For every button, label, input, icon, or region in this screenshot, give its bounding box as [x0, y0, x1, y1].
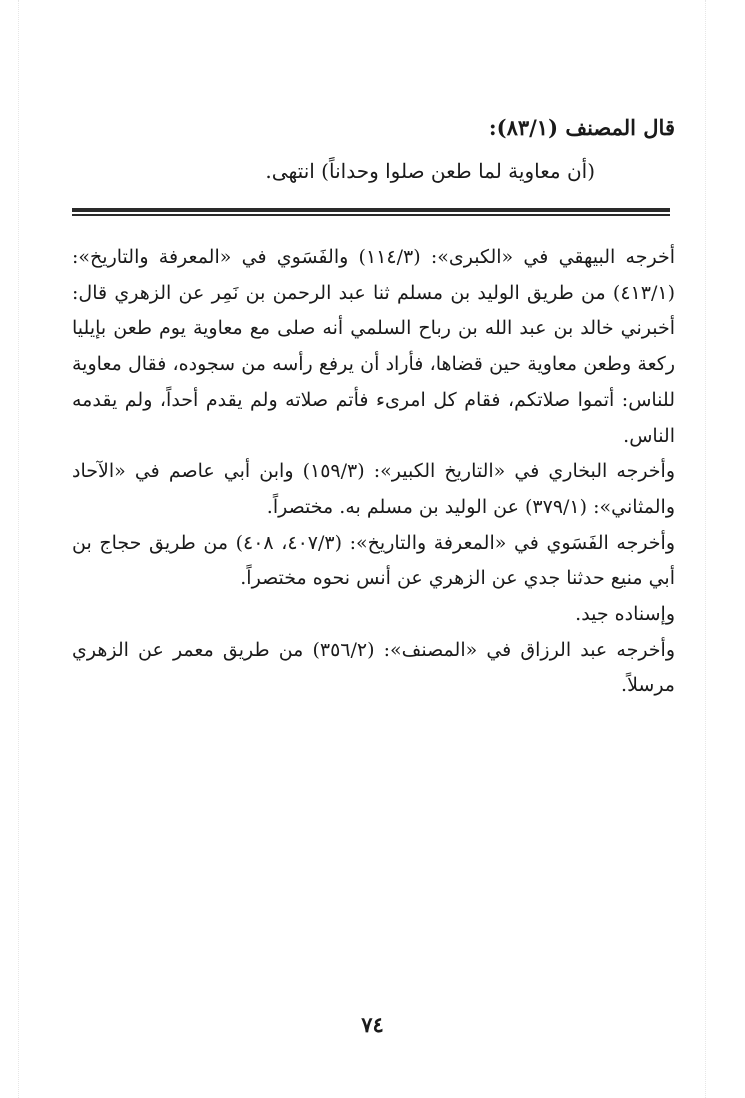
paragraph-bukhari: وأخرجه البخاري في «التاريخ الكبير»: (١٥٩/٣) وابن أبي عاصم في «الآحاد والمثاني»: (٣٧٩/١) عن الوليد بن مسلم به. مختصراً.	[72, 460, 676, 518]
scan-guide-line-left	[18, 0, 19, 1098]
separator-rule	[72, 208, 670, 216]
commentary-body	[72, 240, 675, 704]
paragraph-isnad: وإسناده جيد.	[575, 603, 675, 626]
section-heading: قال المصنف (٨٣/١):	[488, 115, 675, 140]
quoted-text: (أن معاوية لما طعن صلوا وحداناً) انتهى.	[265, 159, 595, 183]
separator-thick-line	[72, 208, 670, 212]
paragraph-fasawi: وأخرجه الفَسَوي في «المعرفة والتاريخ»: (٤٠٧/٣، ٤٠٨) من طريق حجاج بن أبي منيع حدثنا جدي عن الزهري عن أنس نحوه مختصراً.	[72, 531, 675, 590]
scan-guide-line-right	[705, 0, 706, 1098]
separator-thin-line	[72, 214, 670, 216]
paragraph-bayhaqi: أخرجه البيهقي في «الكبرى»: (١١٤/٣) والفَسَوي في «المعرفة والتاريخ»: (٤١٣/١) من طريق الوليد بن مسلم ثنا عبد الرحمن بن نَمِر عن الزهري قال: أخبرني خالد بن عبد الله بن رباح السلمي أنه صلى مع معاوية يوم طعن بإيليا ركعة وطعن معاوية حين قضاها، فأراد أن يرفع رأسه من سجوده، فقال معاوية للناس: أتموا صلاتكم، فقام كل امرىء فأتم صلاته ولم يقدم أحداً، ولم يقدمه الناس.	[72, 246, 675, 447]
page-number: ٧٤	[361, 1012, 384, 1037]
paragraph-abdurrazzaq: وأخرجه عبد الرزاق في «المصنف»: (٣٥٦/٢) من طريق معمر عن الزهري مرسلاً.	[72, 638, 675, 697]
